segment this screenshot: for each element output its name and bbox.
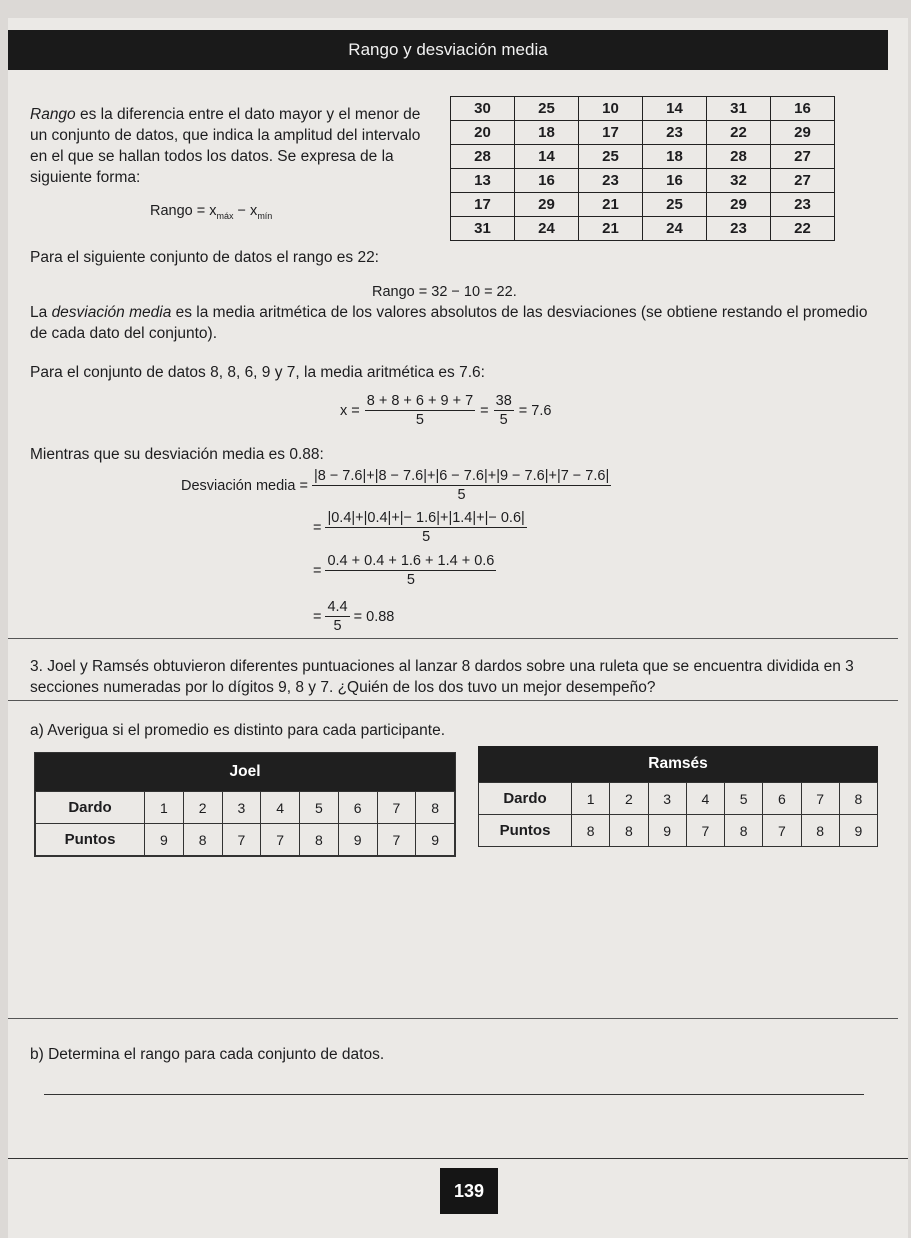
dm-step-3 [313,552,496,589]
data-table-row [451,217,835,241]
data-table-cell: 25 [579,145,643,169]
formula-min-sub: mín [257,210,273,221]
dm-step-2-numerator: |0.4|+|0.4|+|− 1.6|+|1.4|+|− 0.6| [327,510,525,526]
desviacion-before: La [30,304,52,321]
data-table-cell: 28 [707,145,771,169]
dm-step-4 [313,598,394,635]
dm-step-4-equals: = [313,608,322,625]
ramses-table [478,746,878,847]
dm-label: Desviación media = [181,477,308,494]
data-table-cell: 24 [515,217,579,241]
rango-term: Rango [30,106,76,123]
divider [8,638,898,639]
dm-step-3-numerator: 0.4 + 0.4 + 1.6 + 1.4 + 0.6 [327,553,495,569]
formula-label: Rango = x [150,203,217,219]
data-table-cell: 17 [579,121,643,145]
dm-step-3-equals: = [313,562,322,579]
dm-step-3-fraction [325,552,496,589]
ramses-puntos-cell: 9 [839,815,877,847]
data-table-cell: 14 [643,97,707,121]
mean-denominator-2: 5 [499,412,508,428]
ramses-title: Ramsés [478,746,878,782]
divider [8,1158,908,1159]
data-table-cell: 22 [707,121,771,145]
data-table-cell: 28 [451,145,515,169]
dm-step-1-denominator: 5 [457,487,466,503]
ramses-dardo-cell: 2 [610,783,648,815]
data-table-cell: 21 [579,193,643,217]
joel-dardo-label: Dardo [36,792,145,824]
joel-dardo-cell: 1 [145,792,184,824]
ramses-dardo-cell: 5 [725,783,763,815]
data-table [450,96,835,241]
data-table-cell: 10 [579,97,643,121]
ramses-dardo-cell: 7 [801,783,839,815]
joel-dardo-cell: 8 [416,792,455,824]
rango-text: es la diferencia entre el dato mayor y el menor de un conjunto de datos, que indica la amplitud del intervalo en el que se hallan todos los datos. Se expresa de la siguiente forma: [30,106,421,186]
joel-puntos-cell: 9 [416,824,455,856]
data-table-cell: 29 [771,121,835,145]
data-table-cell: 20 [451,121,515,145]
dm-step-2-fraction [325,509,526,546]
data-table-row [451,169,835,193]
ramses-dardo-cell: 8 [839,783,877,815]
data-table-cell: 31 [707,97,771,121]
dm-step-4-denominator: 5 [333,618,342,634]
ramses-puntos-label: Puntos [479,815,572,847]
data-table-cell: 16 [643,169,707,193]
ramses-score-table [478,782,878,847]
exercise-text: Joel y Ramsés obtuvieron diferentes puntuaciones al lanzar 8 dardos sobre una ruleta que se encuentra dividida en 3 secciones numeradas por lo dígitos 9, 8 y 7. ¿Quién de los dos tuvo un mejor desempeño? [30,658,854,696]
joel-dardo-cell: 3 [222,792,261,824]
ramses-puntos-cell: 7 [763,815,801,847]
data-table-cell: 22 [771,217,835,241]
data-table-cell: 16 [771,97,835,121]
dm-step-3-denominator: 5 [406,572,415,588]
workbook-page [8,18,908,1238]
rango-formula [150,203,272,221]
dm-step-2-equals: = [313,519,322,536]
data-table-cell: 21 [579,217,643,241]
ramses-puntos-cell: 7 [686,815,724,847]
joel-puntos-cell: 7 [222,824,261,856]
ramses-dardo-cell: 4 [686,783,724,815]
data-table-cell: 23 [707,217,771,241]
data-table-cell: 13 [451,169,515,193]
rango-result: Rango = 32 − 10 = 22. [372,284,517,300]
ramses-dardo-cell: 6 [763,783,801,815]
data-table-row [451,145,835,169]
data-table-cell: 29 [707,193,771,217]
data-table-cell: 30 [451,97,515,121]
page-number: 139 [440,1168,498,1214]
dm-step-4-fraction [325,598,349,635]
section-header [8,30,888,70]
dm-step-4-numerator: 4.4 [327,599,348,615]
formula-max-sub: máx [216,210,234,221]
data-table-cell: 14 [515,145,579,169]
data-table-cell: 29 [515,193,579,217]
mean-equation [340,392,551,429]
data-table-cell: 25 [643,193,707,217]
data-table-cell: 23 [643,121,707,145]
example-text: Para el siguiente conjunto de datos el rango es 22: [30,249,379,266]
mean-equals: = [480,402,489,419]
ramses-dardo-label: Dardo [479,783,572,815]
data-table-cell: 23 [579,169,643,193]
data-table-cell: 25 [515,97,579,121]
joel-puntos-label: Puntos [36,824,145,856]
mean-numerator-2: 38 [495,393,512,409]
exercise-statement [30,656,890,698]
joel-score-table [35,791,455,856]
ramses-dardo-cell: 3 [648,783,686,815]
data-table-cell: 27 [771,169,835,193]
joel-puntos-cell: 9 [338,824,377,856]
exercise-number: 3. [30,658,43,675]
joel-dardo-cell: 5 [300,792,339,824]
dm-step-1 [181,467,611,504]
joel-table [34,752,456,857]
data-table-cell: 18 [515,121,579,145]
dm-step-2 [313,509,527,546]
data-table-cell: 31 [451,217,515,241]
part-b: b) Determina el rango para cada conjunto de datos. [30,1046,385,1063]
mean-fraction-2 [494,392,514,429]
ramses-puntos-cell: 8 [610,815,648,847]
data-table-cell: 16 [515,169,579,193]
dm-step-1-fraction [312,467,611,504]
mean-lhs: x = [340,402,360,419]
joel-puntos-cell: 7 [377,824,416,856]
data-table-cell: 32 [707,169,771,193]
mean-result: = 7.6 [518,402,552,419]
joel-title: Joel [35,753,455,791]
ramses-dardo-cell: 1 [572,783,610,815]
divider [8,1018,898,1019]
desviacion-definition [30,302,880,344]
data-table-cell: 18 [643,145,707,169]
divider [8,700,898,701]
dm-step-1-numerator: |8 − 7.6|+|8 − 7.6|+|6 − 7.6|+|9 − 7.6|+|7 − 7.6| [313,468,610,484]
part-a: a) Averigua si el promedio es distinto para cada participante. [30,722,446,739]
formula-minus: − x [233,203,258,219]
joel-puntos-cell: 9 [145,824,184,856]
section-title: Rango y desviación media [348,40,548,59]
dm-intro: Mientras que su desviación media es 0.88: [30,446,324,463]
desviacion-term: desviación media [51,304,172,321]
desviacion-after: es la media aritmética de los valores absolutos de las desviaciones (se obtiene restando el promedio de cada dato del conjunto). [30,304,868,342]
dm-step-2-denominator: 5 [422,529,431,545]
joel-dardo-cell: 4 [261,792,300,824]
joel-puntos-cell: 8 [183,824,222,856]
joel-puntos-cell: 8 [300,824,339,856]
answer-line [44,1094,864,1095]
joel-puntos-cell: 7 [261,824,300,856]
mean-denominator: 5 [415,412,424,428]
mean-intro: Para el conjunto de datos 8, 8, 6, 9 y 7, la media aritmética es 7.6: [30,364,485,381]
data-table-cell: 24 [643,217,707,241]
data-table-cell: 23 [771,193,835,217]
dm-step-4-result: = 0.88 [353,608,395,625]
joel-dardo-cell: 2 [183,792,222,824]
ramses-puntos-cell: 9 [648,815,686,847]
ramses-puntos-cell: 8 [725,815,763,847]
mean-fraction [365,392,475,429]
ramses-puntos-cell: 8 [572,815,610,847]
rango-definition [30,104,425,188]
ramses-puntos-cell: 8 [801,815,839,847]
joel-dardo-cell: 7 [377,792,416,824]
data-table-row [451,193,835,217]
data-table-row [451,121,835,145]
data-table-cell: 17 [451,193,515,217]
joel-dardo-cell: 6 [338,792,377,824]
data-table-row [451,97,835,121]
mean-numerator: 8 + 8 + 6 + 9 + 7 [366,393,474,409]
data-table-cell: 27 [771,145,835,169]
